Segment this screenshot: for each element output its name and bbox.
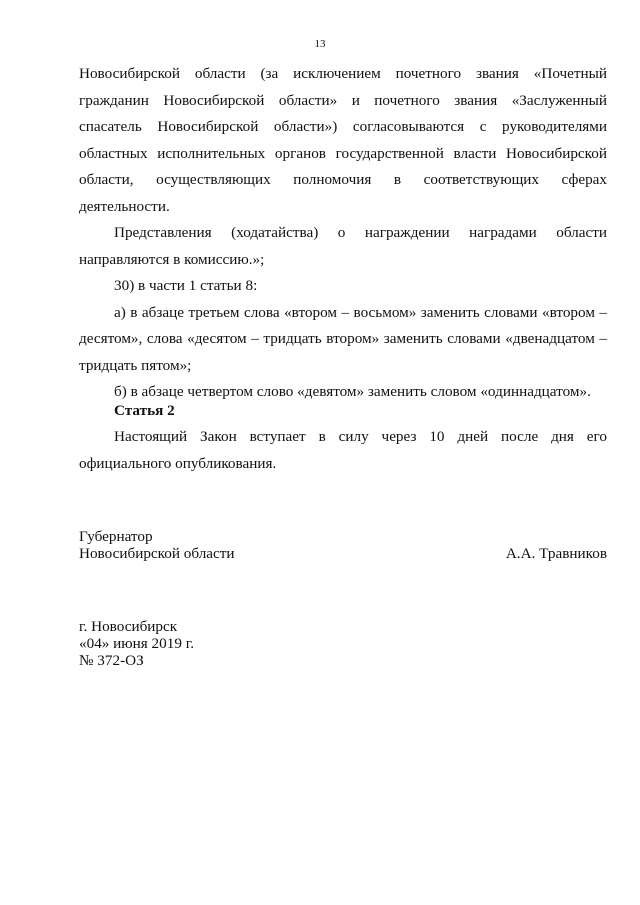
article-paragraph: Настоящий Закон вступает в силу через 10 дней после дня его официального опубликования. [79, 428, 607, 472]
footer-law-number: № 372-ОЗ [79, 652, 144, 669]
signature-row [79, 545, 607, 562]
body-text [79, 61, 607, 406]
paragraph-subitem-a: а) в абзаце третьем слова «втором – восьмом» заменить словами «втором – десятом», слова «десятом – тридцать втором» заменить словами «двенадцатом – тридцать пятом»; [79, 303, 607, 374]
footer-block [79, 618, 194, 669]
paragraph-continuation: Новосибирской области (за исключением почетного звания «Почетный гражданин Новосибирской области» и почетного звания «Заслуженный спасатель Новосибирской области») согласовываются с руководителями областных исполнительных органов государственной власти Новосибирской области, осуществляющих полномочия в соответствующих сферах деятельности. [79, 65, 607, 215]
signer-position-line1: Губернатор [79, 528, 153, 545]
footer-date: «04» июня 2019 г. [79, 635, 195, 652]
article-title: Статья 2 [114, 402, 175, 419]
page-number: 13 [314, 38, 326, 50]
signer-position-line2: Новосибирской области [79, 545, 235, 562]
paragraph-submissions: Представления (ходатайства) о награждении наградами области направляются в комиссию.»; [79, 224, 607, 268]
signature-block [79, 528, 607, 562]
paragraph-item-30: 30) в части 1 статьи 8: [114, 277, 258, 294]
paragraph-subitem-b: б) в абзаце четвертом слово «девятом» заменить словом «одиннадцатом». [114, 383, 591, 400]
footer-city: г. Новосибирск [79, 618, 178, 635]
article-text [79, 424, 607, 477]
signer-name: А.А. Травников [505, 545, 607, 562]
